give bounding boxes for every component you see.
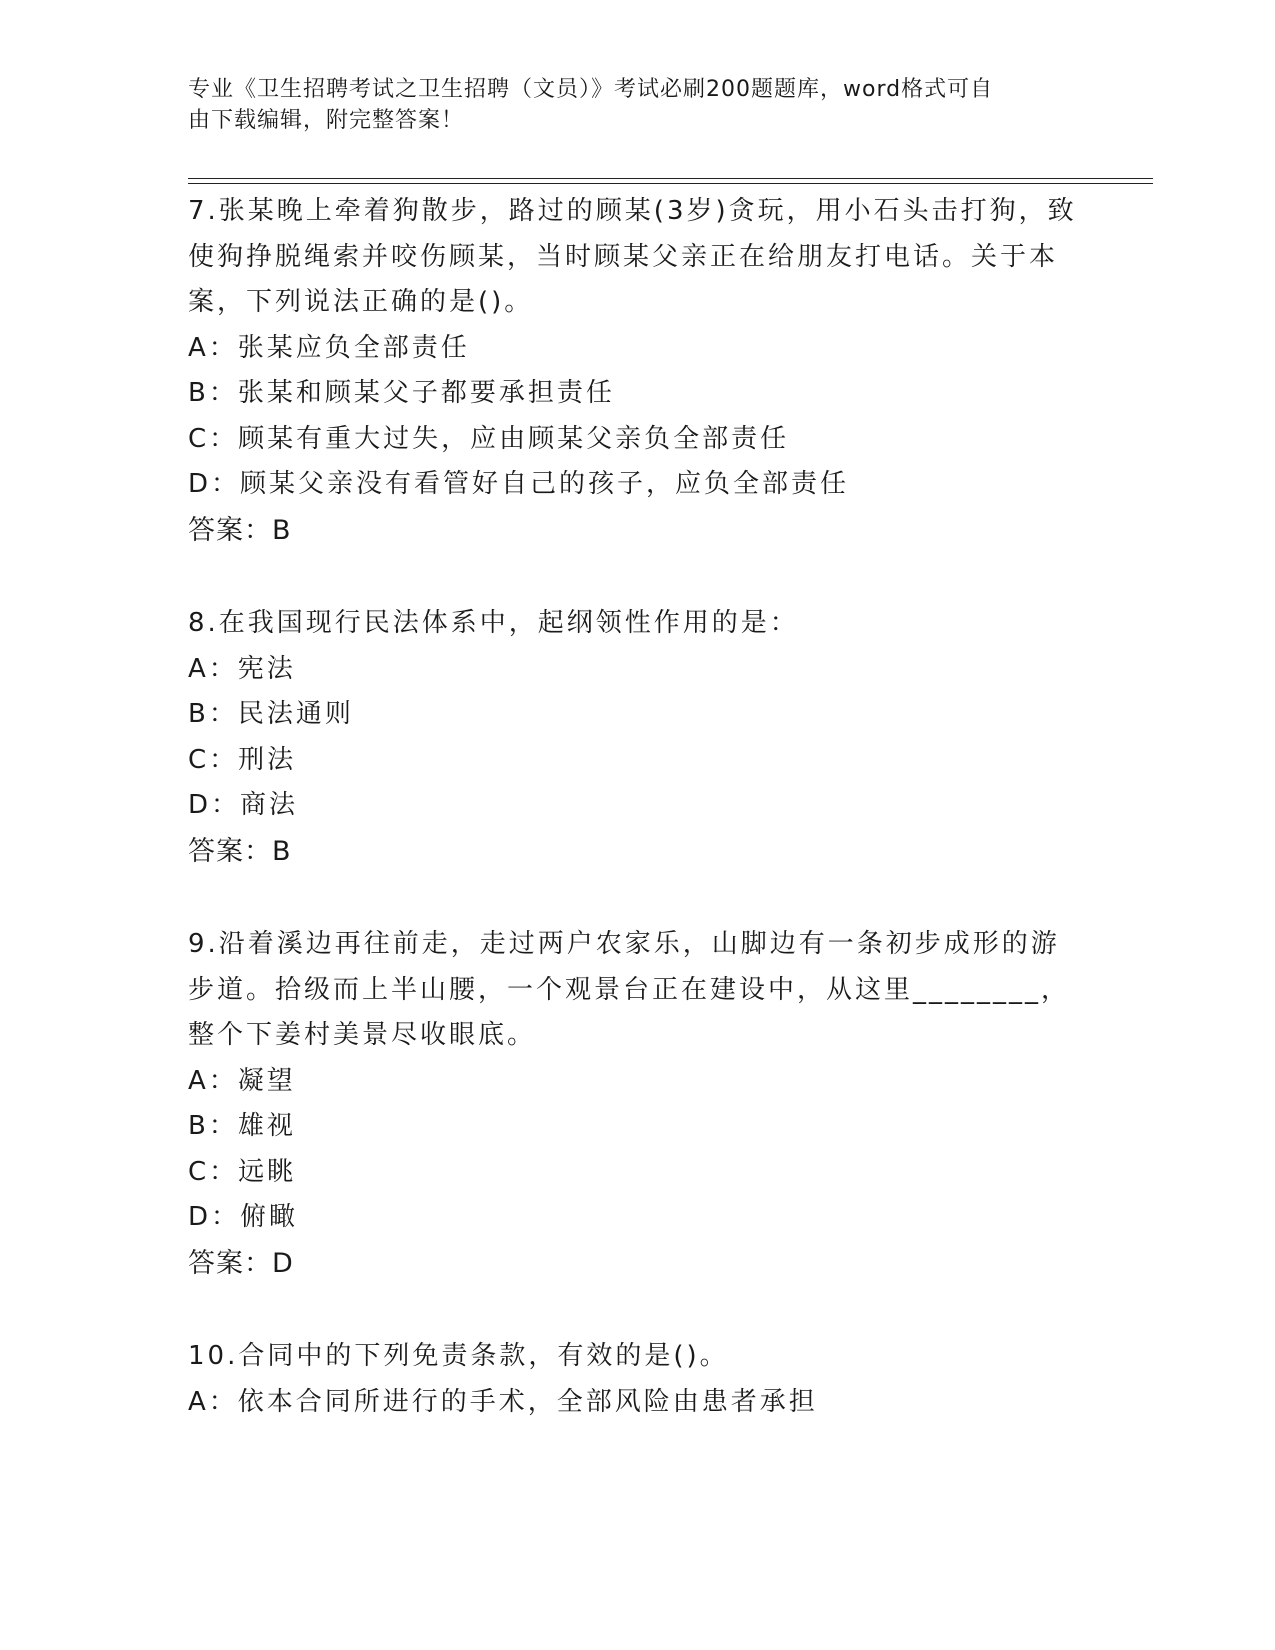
header-line: 由下载编辑，附完整答案！	[188, 108, 465, 133]
answer: 答案：B	[188, 835, 292, 867]
question-list	[188, 189, 1088, 1473]
question-stem-line: 整个下姜村美景尽收眼底。	[188, 1020, 537, 1050]
answer: 答案：B	[188, 514, 292, 546]
question-stem-line: 8.在我国现行民法体系中，起纲领性作用的是：	[188, 608, 799, 638]
question-stem-line: 案，下列说法正确的是()。	[188, 287, 534, 317]
option-b: B：张某和顾某父子都要承担责任	[188, 378, 615, 408]
option-a: A：张某应负全部责任	[188, 332, 470, 363]
question-7	[188, 189, 1088, 553]
answer: 答案：D	[188, 1247, 294, 1279]
option-b: B：民法通则	[188, 699, 354, 729]
option-c: C：远眺	[188, 1156, 297, 1187]
header-divider-top	[188, 178, 1153, 179]
question-8	[188, 601, 1088, 874]
header-line: 专业《卫生招聘考试之卫生招聘（文员）》考试必刷200题题库，word格式可自	[188, 77, 994, 102]
question-stem-line: 10.合同中的下列免责条款，有效的是()。	[188, 1341, 729, 1371]
option-d: D：俯瞰	[188, 1202, 299, 1232]
document-header	[188, 74, 1068, 136]
option-d: D：商法	[188, 790, 299, 820]
option-c: C：顾某有重大过失，应由顾某父亲负全部责任	[188, 423, 790, 454]
header-divider-bottom	[188, 183, 1153, 184]
option-b: B：雄视	[188, 1111, 296, 1141]
question-10	[188, 1334, 1088, 1425]
question-stem-line: 9.沿着溪边再往前走，走过两户农家乐，山脚边有一条初步成形的游	[188, 929, 1060, 959]
option-a: A：依本合同所进行的手术，全部风险由患者承担	[188, 1386, 818, 1417]
option-a: A：宪法	[188, 653, 296, 684]
option-a: A：凝望	[188, 1065, 296, 1096]
question-stem-line: 步道。拾级而上半山腰，一个观景台正在建设中，从这里________，	[188, 974, 1071, 1005]
option-c: C：刑法	[188, 744, 297, 775]
question-9	[188, 922, 1088, 1286]
question-stem-line: 使狗挣脱绳索并咬伤顾某，当时顾某父亲正在给朋友打电话。关于本	[188, 241, 1059, 272]
option-d: D：顾某父亲没有看管好自己的孩子，应负全部责任	[188, 469, 850, 499]
question-stem-line: 7.张某晚上牵着狗散步，路过的顾某(3岁)贪玩，用小石头击打狗，致	[188, 196, 1077, 226]
